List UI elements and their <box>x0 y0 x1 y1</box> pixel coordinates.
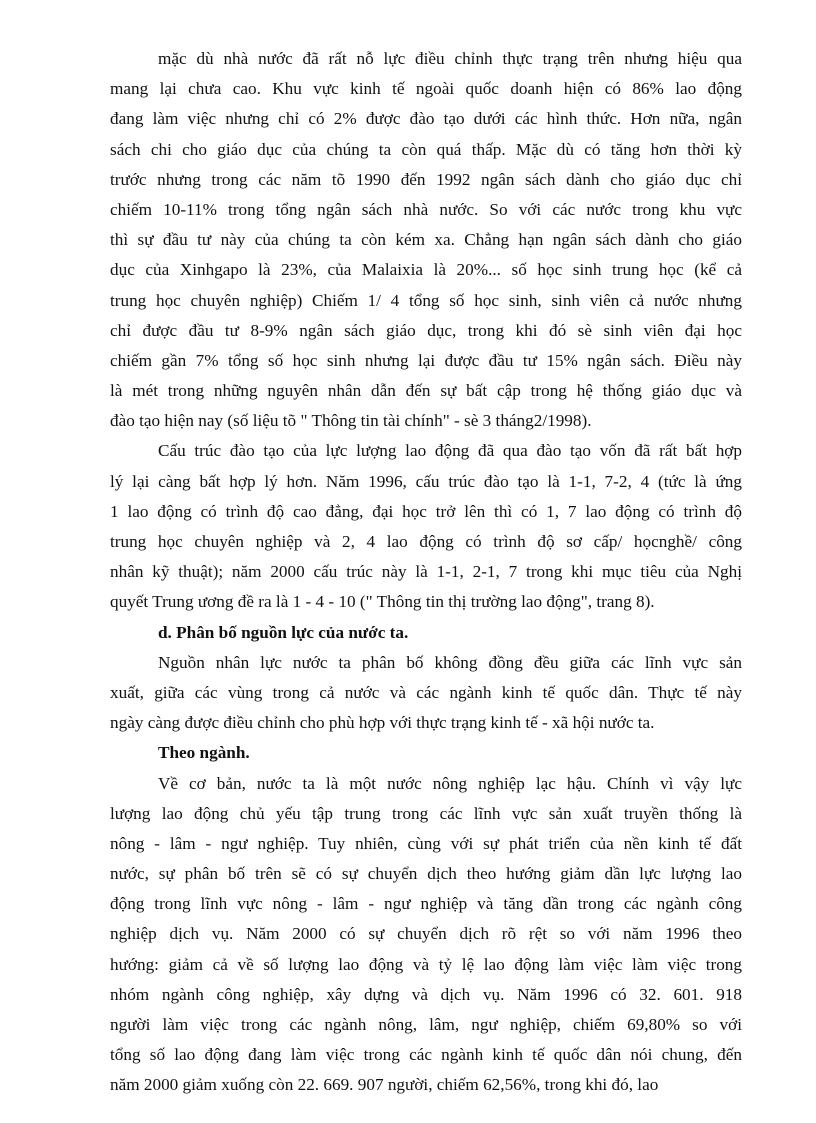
document-body <box>110 44 742 1101</box>
text-line: Nguồn nhân lực nước ta phân bố không đồng đều giữa các lĩnh vực sản <box>158 652 742 672</box>
text-line: nông - lâm - ngư nghiệp. Tuy nhiên, cùng với sự phát triển của nền kinh tế đất <box>110 833 742 853</box>
text-line: chỉ được đầu tư 8-9% ngân sách giáo dục, trong khi đó sè sinh viên đại học <box>110 320 742 340</box>
text-line: đang làm việc nhưng chỉ có 2% được đào tạo dưới các hình thức. Hơn nữa, ngân <box>110 109 742 129</box>
section-heading: Theo ngành. <box>158 743 250 763</box>
text-line: lý lại càng bất hợp lý hơn. Năm 1996, cấu trúc đào tạo là 1-1, 7-2, 4 (tức là ứng <box>110 471 742 491</box>
text-line: trung học chuyên nghiệp) Chiếm 1/ 4 tổng số học sinh, sinh viên cả nước nhưng <box>110 290 742 310</box>
text-line: sách chi cho giáo dục của chúng ta còn quá thấp. Mặc dù có tăng hơn thời kỳ <box>110 139 742 159</box>
text-line: tổng số lao động đang làm việc trong các ngành kinh tế quốc dân nói chung, đến <box>110 1045 742 1065</box>
text-line: chiếm 10-11% trong tổng ngân sách nhà nước. So với các nước trong khu vực <box>110 199 742 219</box>
text-line: là mét trong những nguyên nhân dẫn đến sự bất cập trong hệ thống giáo dục và <box>110 381 742 401</box>
text-line: mặc dù nhà nước đã rất nỗ lực điều chỉnh thực trạng trên nhưng hiệu qua <box>158 49 742 68</box>
text-line: nghiệp dịch vụ. Năm 2000 có sự chuyển dịch rõ rệt so với năm 1996 theo <box>110 924 742 944</box>
section-heading: d. Phân bố nguồn lực của nước ta. <box>158 622 409 642</box>
text-line: thì sự đầu tư này của chúng ta còn kém xa. Chẳng hạn ngân sách dành cho giáo <box>110 230 742 250</box>
text-line: trung học chuyên nghiệp và 2, 4 lao động có trình độ sơ cấp/ họcnghề/ công <box>110 532 742 551</box>
text-line: hướng: giảm cả về số lượng lao động và tỷ lệ lao động làm việc làm việc trong <box>110 954 742 974</box>
text-line: chiếm gần 7% tổng số học sinh nhưng lại được đầu tư 15% ngân sách. Điều này <box>110 350 742 370</box>
text-line: xuất, giữa các vùng trong cả nước và các ngành kinh tế quốc dân. Thực tế này <box>110 682 742 702</box>
text-line: lượng lao động chủ yếu tập trung trong các lĩnh vực sản xuất truyền thống là <box>110 803 742 823</box>
text-line: nhân kỹ thuật); năm 2000 cấu trúc này là 1-1, 2-1, 7 trong khi mục tiêu của Nghị <box>110 562 742 582</box>
text-line: Về cơ bản, nước ta là một nước nông nghiệp lạc hậu. Chính vì vậy lực <box>158 773 742 793</box>
text-line: dục của Xinhgapo là 23%, của Malaixia là 20%... số học sinh trung học (kể cả <box>110 260 742 280</box>
text-line: mang lại chưa cao. Khu vực kinh tế ngoài quốc doanh hiện có 86% lao động <box>110 79 742 99</box>
text-line: năm 2000 giảm xuống còn 22. 669. 907 người, chiếm 62,56%, trong khi đó, lao <box>110 1075 659 1095</box>
text-line: người làm việc trong các ngành nông, lâm, ngư nghiệp, chiếm 69,80% so với <box>110 1015 742 1034</box>
text-line: trước nhưng trong các năm tõ 1990 đến 1992 ngân sách dành cho giáo dục chỉ <box>110 169 742 189</box>
text-line: nước, sự phân bố trên sẽ có sự chuyển dịch theo hướng giảm dần lực lượng lao <box>110 864 742 884</box>
text-line: động trong lĩnh vực nông - lâm - ngư nghiệp và tăng dần trong các ngành công <box>110 894 742 914</box>
text-line: quyết Trung ương đề ra là 1 - 4 - 10 (" Thông tin thị trường lao động", trang 8). <box>110 592 655 612</box>
text-line: 1 lao động có trình độ cao đẳng, đại học trở lên thì có 1, 7 lao động có trình độ <box>110 501 742 521</box>
text-line: Cấu trúc đào tạo của lực lượng lao động đã qua đào tạo vốn đã rất bất hợp <box>158 441 742 461</box>
text-line: nhóm ngành công nghiệp, xây dựng và dịch vụ. Năm 1996 có 32. 601. 918 <box>110 984 742 1004</box>
text-line: ngày càng được điều chỉnh cho phù hợp với thực trạng kinh tế - xã hội nước ta. <box>110 713 655 733</box>
text-line: đào tạo hiện nay (số liệu tõ " Thông tin tài chính" - sè 3 tháng2/1998). <box>110 411 592 431</box>
